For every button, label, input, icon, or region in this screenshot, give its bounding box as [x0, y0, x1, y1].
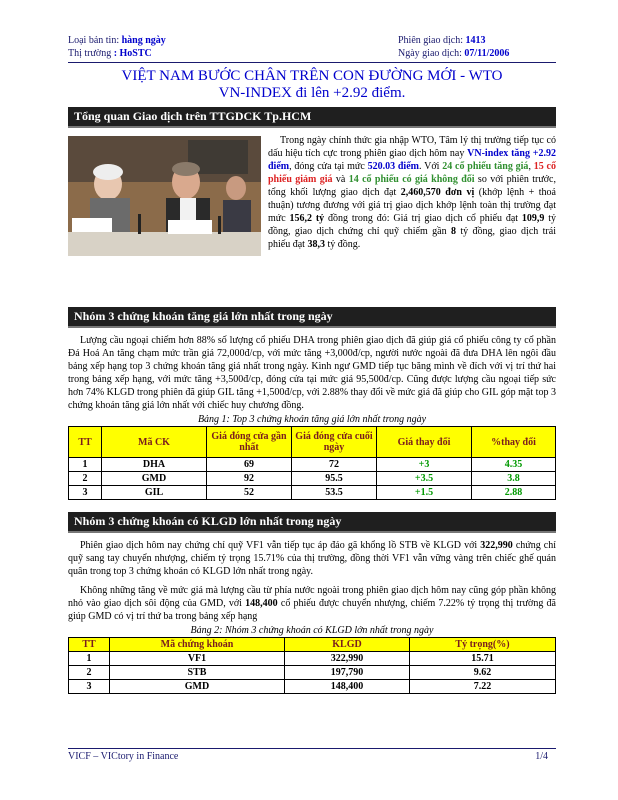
table-row	[69, 458, 556, 472]
overview-text: đồng trong đó: Giá trị giao dịch cổ phiếu đạt	[324, 213, 522, 224]
table-row	[69, 472, 556, 486]
section-heading-top-volume: Nhóm 3 chứng khoán có KLGD lớn nhất trong ngày	[68, 512, 556, 533]
table-cell: GMD	[102, 472, 207, 486]
stocks-up: 24 cổ phiếu tăng giá	[442, 161, 529, 172]
overview-text: tỷ đồng, giao dịch chứng chỉ quỹ chiếm gần	[268, 213, 556, 237]
session-label: Phiên giao dịch:	[398, 35, 463, 46]
table-cell: +3	[377, 458, 472, 472]
fund-value: 8	[451, 226, 456, 237]
page-footer	[68, 748, 556, 765]
table-header-row	[69, 638, 556, 652]
table-cell: GMD	[110, 680, 285, 694]
report-type-label: Loại bản tin:	[68, 35, 120, 46]
newsletter-page	[68, 34, 556, 694]
table-header-cell: TT	[69, 638, 110, 652]
close-level: 520.03 điểm	[367, 161, 419, 172]
table-cell: DHA	[102, 458, 207, 472]
paragraph-text: cổ phiếu được chuyển nhượng, chiếm 7.22% tỷ trọng thị trường đã giúp GMD có vị trí thứ ba trong bảng xếp hạng	[68, 598, 556, 622]
table-cell: 72	[292, 458, 377, 472]
top-volume-paragraph-1	[68, 539, 556, 578]
table-cell: 3	[69, 680, 110, 694]
table-cell: 15.71	[410, 652, 556, 666]
vf1-volume: 322,990	[480, 540, 513, 551]
paragraph-text: chứng chỉ quỹ sang tay chuyển nhượng, chiếm tỷ trọng 15.71% của thị trường, đồng thời VF1 vẫn vững vàng trên chiếc ghế quán quân trong top 3 chứng khoán có KLGD lớn nhất trong ngày.	[68, 540, 557, 577]
overview-text: so với phiên trước, tổng khối lượng giao dịch đạt	[268, 174, 556, 198]
top-gainers-table	[68, 426, 556, 500]
table-row	[69, 666, 556, 680]
table-cell: 53.5	[292, 486, 377, 500]
table-cell: 2	[69, 666, 110, 680]
table-cell: 92	[207, 472, 292, 486]
table-header-row	[69, 427, 556, 458]
wto-meeting-photo-image	[68, 136, 261, 256]
table-cell: STB	[110, 666, 285, 680]
table1-caption: Bảng 1: Top 3 chứng khoán tăng giá lớn nhất trong ngày	[197, 414, 427, 425]
trade-date-label: Ngày giao dịch:	[398, 48, 462, 59]
market-label: Thị trường	[68, 48, 112, 59]
overview-text: tỷ đồng.	[324, 239, 361, 250]
overview-text: và	[332, 174, 349, 185]
table-cell: VF1	[110, 652, 285, 666]
table-header-cell: Giá đóng cửa cuối ngày	[292, 427, 377, 458]
gmd-volume: 148,400	[245, 598, 278, 609]
stocks-down: 15 cổ phiếu giảm giá	[268, 161, 556, 185]
table-header-cell: Tỷ trọng(%)	[410, 638, 556, 652]
table-header-cell: TT	[69, 427, 102, 458]
session-value: 1413	[465, 35, 486, 46]
table-row	[69, 486, 556, 500]
overview-text: tỷ đồng, giao dịch trái phiếu đạt	[268, 226, 556, 250]
table-header-cell: KLGD	[285, 638, 410, 652]
table-cell: 9.62	[410, 666, 556, 680]
table-header-cell: Mã chứng khoán	[110, 638, 285, 652]
table-header-cell: %thay đổi	[472, 427, 556, 458]
table-cell: 7.22	[410, 680, 556, 694]
table-cell: 2.88	[472, 486, 556, 500]
table2-caption: Bảng 2: Nhóm 3 chứng khoán có KLGD lớn nhất trong ngày	[190, 625, 434, 636]
headline-line-2: VN-INDEX đi lên +2.92 điểm.	[218, 85, 406, 101]
table-cell: GIL	[102, 486, 207, 500]
top-volume-table	[68, 637, 556, 694]
section-heading-overview: Tổng quan Giao dịch trên TTGDCK Tp.HCM	[68, 107, 556, 128]
table-cell: 1	[69, 652, 110, 666]
table-cell: 3	[69, 486, 102, 500]
header-meta-left	[68, 34, 166, 60]
vn-index-change: VN-index tăng +2.92 điểm	[268, 148, 556, 172]
trade-date-value: 07/11/2006	[464, 48, 510, 59]
table-cell: +1.5	[377, 486, 472, 500]
report-type-value: hàng ngày	[121, 35, 166, 46]
overview-text: , đóng cửa tại mức	[289, 161, 368, 172]
overview-paragraph	[268, 134, 556, 251]
table-row	[69, 652, 556, 666]
header-divider	[68, 62, 556, 63]
paragraph-text: Không những tăng về mức giá mà lượng cầu từ phía nước ngoài trong phiên giao dịch hôm nay cũng góp phần không nhỏ vào giao dịch sôi động của GMD, với	[68, 585, 556, 609]
header-meta-right	[398, 34, 509, 60]
total-volume: 2,460,570 đơn vị	[400, 187, 475, 198]
bond-value: 38,3	[307, 239, 325, 250]
overview-text: (khớp lệnh + thoả thuận) tương đương với giá trị giao dịch khớp lệnh toàn thị trường đạt mức	[268, 187, 556, 224]
table-cell: 2	[69, 472, 102, 486]
stocks-flat: 14 cổ phiếu có giá không đổi	[348, 174, 475, 185]
table-row	[69, 680, 556, 694]
headline	[68, 68, 556, 102]
overview-section	[68, 134, 556, 302]
table-cell: 197,790	[285, 666, 410, 680]
footer-brand: VICF – VICtory in Finance	[68, 751, 179, 762]
table-cell: 4.35	[472, 458, 556, 472]
table-cell: 69	[207, 458, 292, 472]
market-value: : HoSTC	[113, 48, 152, 59]
wto-meeting-photo	[68, 136, 261, 256]
paragraph-text: Phiên giao dịch hôm nay chứng chỉ quỹ VF1 vẫn tiếp tục áp đảo gã khổng lồ STB về KLGD với	[80, 540, 481, 551]
table-cell: 95.5	[292, 472, 377, 486]
page-number: 1/4	[535, 751, 548, 762]
total-value: 156,2 tỷ	[289, 213, 325, 224]
table-cell: 3.8	[472, 472, 556, 486]
overview-text: ,	[528, 161, 534, 172]
stock-value: 109,9	[521, 213, 545, 224]
table-cell: 1	[69, 458, 102, 472]
top-volume-paragraph-2	[68, 584, 556, 623]
section-heading-top-gainers: Nhóm 3 chứng khoán tăng giá lớn nhất trong ngày	[68, 307, 556, 328]
table-header-cell: Giá đóng cửa gần nhất	[207, 427, 292, 458]
top-gainers-paragraph: Lượng cầu ngoại chiếm hơn 88% số lượng cổ phiếu DHA trong phiên giao dịch đã giúp giá cổ phiếu công ty cổ phần Đá Hoá An tăng chạm mức trần giá 72,000đ/cp, với mức tăng +3,000đ/cp, người nước ngoài đã đưa DHA lên ngôi đầu bảng xếp hạng top 3 chứng khoán tăng giá nhất trong ngày. Kình ngư GMD tiếp tục băng mình về đích với vị trí thứ hai trong bảng xếp hạng, với mức tăng +3,500đ/cp, đóng cửa tại mức giá 95,500đ/cp. Cũng được lượng cầu ngoại tiếp sức hơn 74% KLGD trong phiên đã giúp GIL tăng +1,500đ/cp, với 2.88% thay đổi về mức giá đã giúp cho GIL góp mặt top 3 chứng khoán tăng giá lớn nhất với chiếc huy chương đồng.	[68, 335, 556, 411]
overview-text: . Với	[418, 161, 443, 172]
overview-text: Trong ngày chính thức gia nhập WTO, Tâm lý thị trường tiếp tục có dấu hiệu tích cực trong phiên giao dịch hôm nay	[268, 135, 556, 159]
table-cell: +3.5	[377, 472, 472, 486]
table-header-cell: Giá thay đổi	[377, 427, 472, 458]
table-cell: 322,990	[285, 652, 410, 666]
header-meta	[68, 34, 556, 66]
table-cell: 52	[207, 486, 292, 500]
table-cell: 148,400	[285, 680, 410, 694]
headline-line-1: VIỆT NAM BƯỚC CHÂN TRÊN CON ĐƯỜNG MỚI - WTO	[121, 68, 503, 84]
table-header-cell: Mã CK	[102, 427, 207, 458]
